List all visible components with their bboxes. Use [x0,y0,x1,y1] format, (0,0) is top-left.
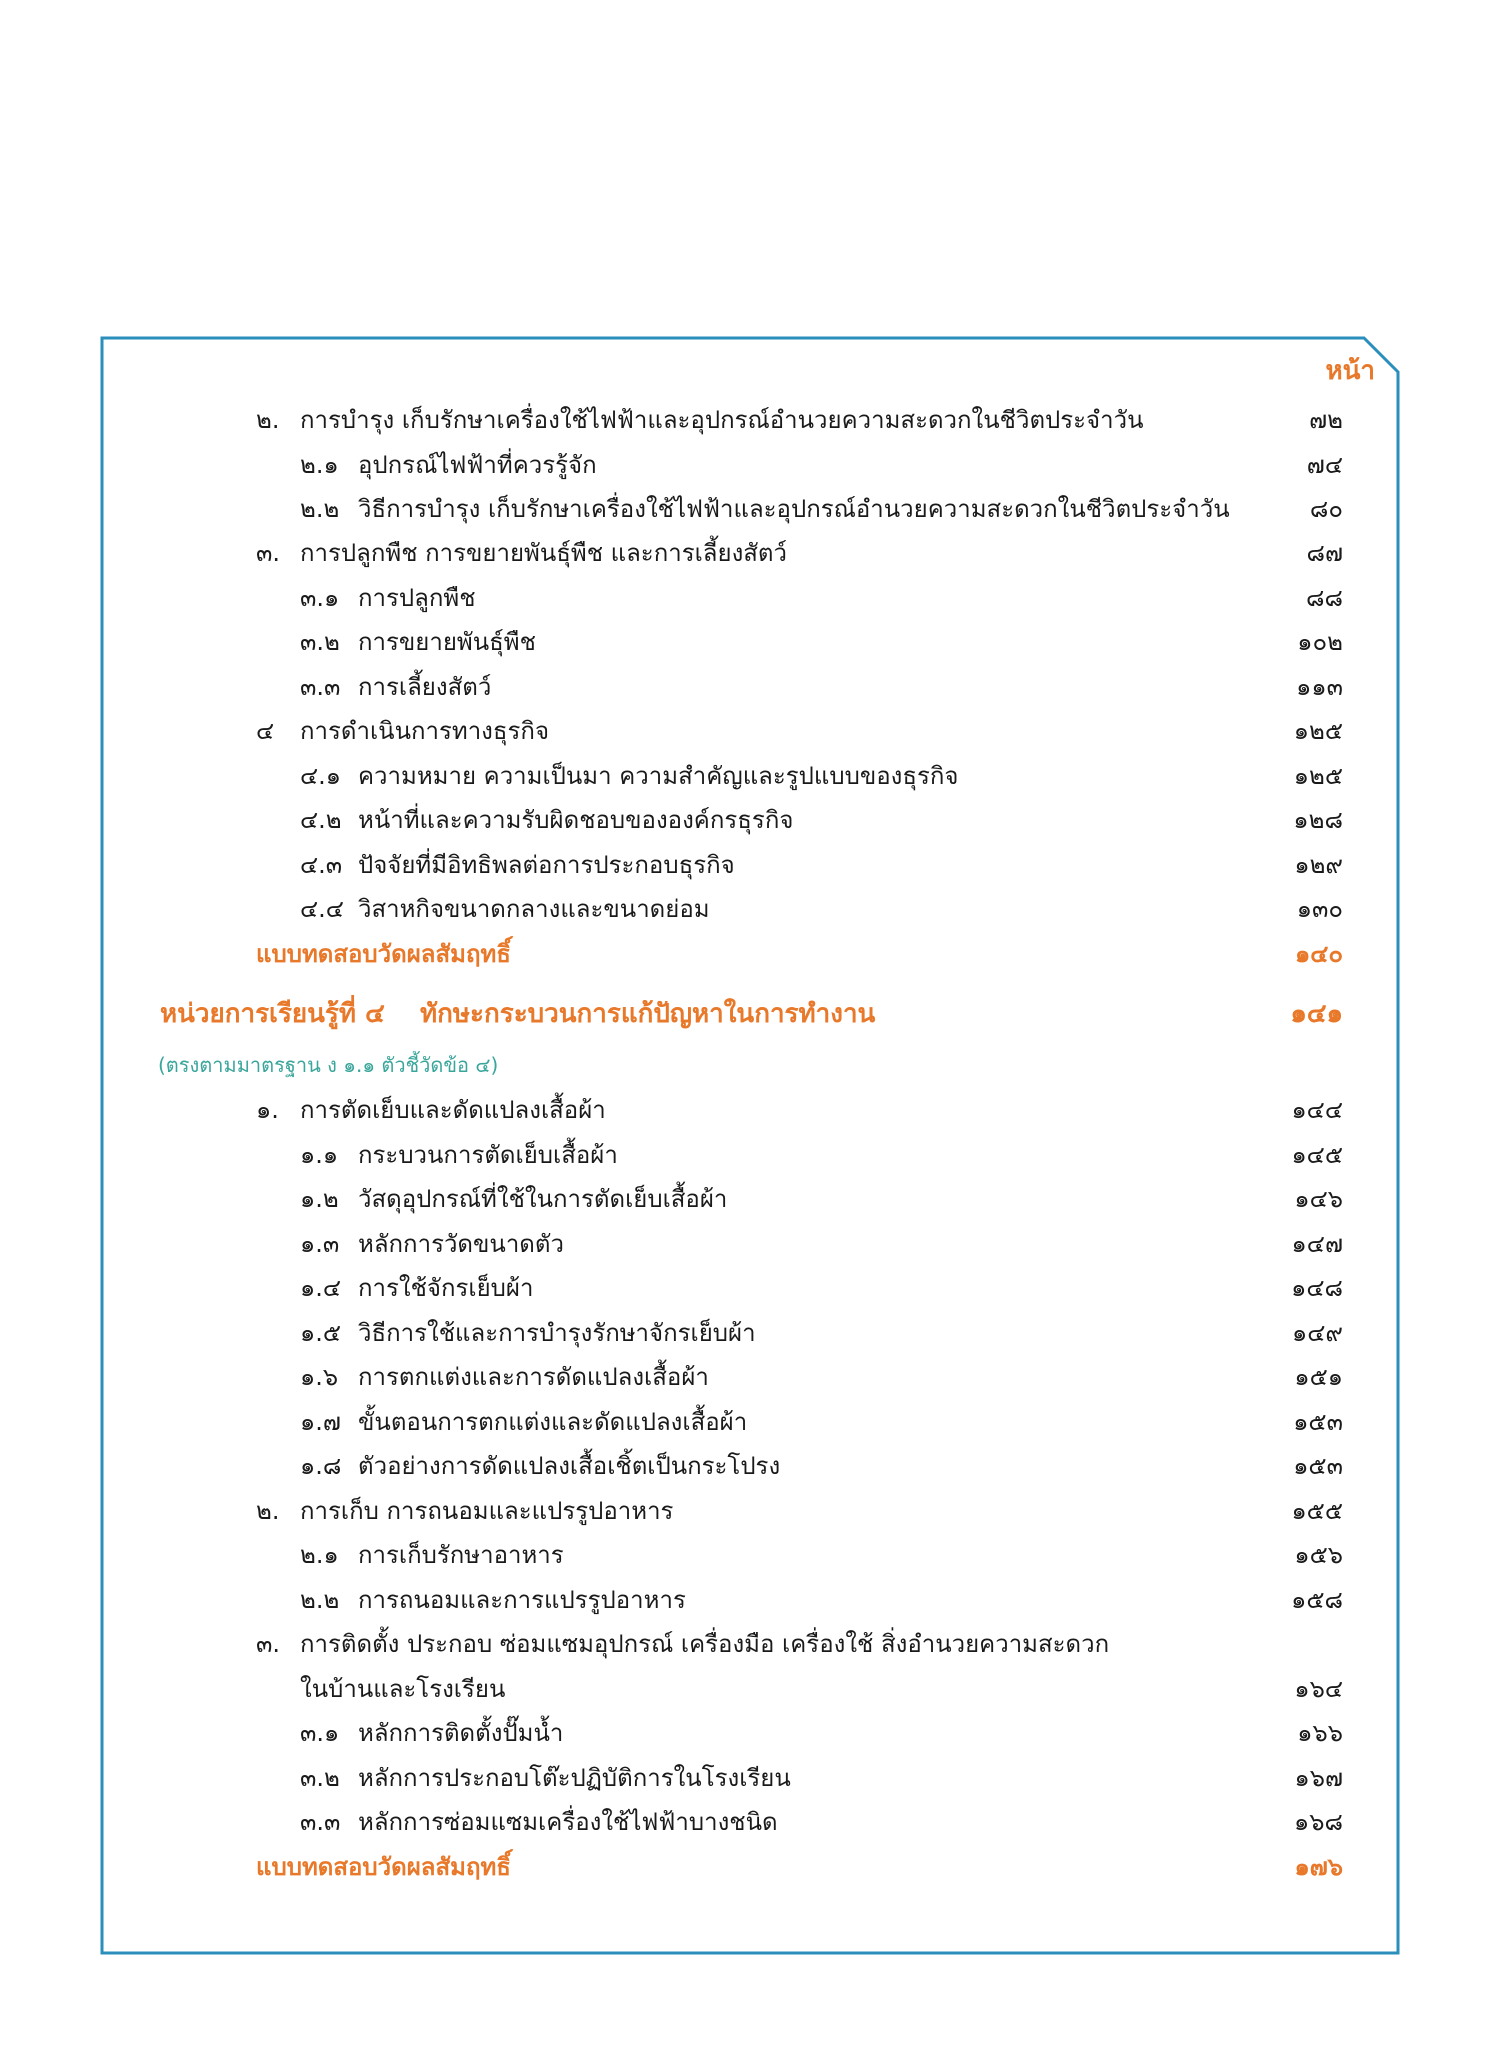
toc-entry [0,443,1496,487]
entry-title: การขยายพันธุ์พืช [358,628,536,656]
entry-title: วิธีการบำรุง เก็บรักษาเครื่องใช้ไฟฟ้าและอุปกรณ์อำนวยความสะดวกในชีวิตประจำวัน [358,495,1230,523]
toc-entry [0,620,1496,664]
entry-title: วิสาหกิจขนาดกลางและขนาดย่อม [358,895,710,923]
entry-number: ๓.๒ [300,1764,340,1792]
toc-entry [0,798,1496,842]
toc-entry [0,843,1496,887]
toc-entry [0,1578,1496,1622]
entry-page: ๑๒๘ [1293,806,1343,834]
entry-title: หลักการประกอบโต๊ะปฏิบัติการในโรงเรียน [358,1764,791,1792]
entry-title: การเก็บรักษาอาหาร [358,1541,564,1569]
entry-title: การบำรุง เก็บรักษาเครื่องใช้ไฟฟ้าและอุปกรณ์อำนวยความสะดวกในชีวิตประจำวัน [300,406,1144,434]
toc-unit-heading [0,992,1496,1036]
entry-number: ๒. [256,406,280,434]
entry-number: ๑.๕ [300,1319,342,1347]
entry-title: การปลูกพืช การขยายพันธุ์พืช และการเลี้ยงสัตว์ [300,539,787,567]
entry-title: การถนอมและการแปรรูปอาหาร [358,1586,686,1614]
unit-title: ทักษะกระบวนการแก้ปัญหาในการทำงาน [420,999,876,1029]
toc-entry [0,1533,1496,1577]
entry-title: การใช้จักรเย็บผ้า [358,1274,534,1302]
toc-entry [0,1489,1496,1533]
entry-page: ๑๔๙ [1292,1319,1343,1347]
toc-entry [0,709,1496,753]
entry-title: หลักการติดตั้งปั๊มน้ำ [358,1719,564,1747]
entry-page: ๗๔ [1306,451,1343,479]
entry-number: ๓. [256,539,281,567]
entry-title: แบบทดสอบวัดผลสัมฤทธิ์ [256,1853,511,1881]
entry-page: ๑๐๒ [1297,628,1343,656]
entry-number: ๑. [256,1096,279,1124]
entry-title: การเลี้ยงสัตว์ [358,673,492,701]
entry-page: ๑๖๖ [1297,1719,1343,1747]
entry-page: ๗๒ [1309,406,1343,434]
toc-entry [0,1444,1496,1488]
entry-number: ๔.๓ [300,851,343,879]
entry-page: ๑๔๖ [1294,1185,1343,1213]
entry-page: ๘๗ [1306,539,1343,567]
entry-number: ๓.๑ [300,1719,340,1747]
entry-number: ๑.๔ [300,1274,342,1302]
entry-number: ๔ [256,717,275,745]
toc-entry [0,1133,1496,1177]
toc-entry [0,1756,1496,1800]
entry-number: ๓.๒ [300,628,340,656]
entry-title: ขั้นตอนการตกแต่งและดัดแปลงเสื้อผ้า [358,1408,748,1436]
toc-entry [0,1266,1496,1310]
entry-number: ๔.๒ [300,806,342,834]
entry-page: ๘๐ [1309,495,1343,523]
toc-entry [0,754,1496,798]
toc-entry [0,1355,1496,1399]
entry-page: ๑๒๕ [1293,762,1343,790]
entry-page: ๑๕๘ [1291,1586,1343,1614]
entry-page: ๑๗๖ [1294,1853,1343,1881]
entry-page: ๑๔๘ [1291,1274,1343,1302]
entry-page: ๑๕๕ [1291,1497,1343,1525]
toc-entry [0,1177,1496,1221]
page-column-heading: หน้า [1325,356,1375,386]
entry-number: ๓. [256,1630,281,1658]
entry-title: วัสดุอุปกรณ์ที่ใช้ในการตัดเย็บเสื้อผ้า [358,1185,728,1213]
entry-title: อุปกรณ์ไฟฟ้าที่ควรรู้จัก [358,451,597,479]
toc-entry-test [0,932,1496,976]
entry-page: ๑๕๖ [1294,1541,1343,1569]
entry-number: ๑.๗ [300,1408,341,1436]
entry-number: ๔.๔ [300,895,344,923]
entry-number: ๑.๓ [300,1230,340,1258]
entry-number: ๑.๘ [300,1452,342,1480]
toc-entry [0,1222,1496,1266]
entry-page: ๑๖๗ [1294,1764,1343,1792]
unit-label: หน่วยการเรียนรู้ที่ ๔ [160,999,385,1029]
entry-title: ตัวอย่างการดัดแปลงเสื้อเชิ้ตเป็นกระโปรง [358,1452,781,1480]
entry-number: ๒.๑ [300,1541,339,1569]
entry-title: กระบวนการตัดเย็บเสื้อผ้า [358,1141,618,1169]
entry-number: ๑.๖ [300,1363,339,1391]
unit-standard-note [0,1043,1496,1087]
entry-page: ๑๑๓ [1296,673,1343,701]
entry-number: ๓.๓ [300,1808,341,1836]
entry-title: หลักการซ่อมแซมเครื่องใช้ไฟฟ้าบางชนิด [358,1808,778,1836]
entry-page: ๑๔๗ [1291,1230,1343,1258]
entry-page: ๑๔๑ [1290,999,1343,1029]
entry-title: ในบ้านและโรงเรียน [300,1675,506,1703]
toc-entry [0,665,1496,709]
entry-number: ๒. [256,1497,280,1525]
entry-title: วิธีการใช้และการบำรุงรักษาจักรเย็บผ้า [358,1319,756,1347]
toc-entry-test [0,1845,1496,1889]
entry-title: การปลูกพืช [358,584,476,612]
entry-page: ๑๓๐ [1296,895,1343,923]
entry-title: การเก็บ การถนอมและแปรรูปอาหาร [300,1497,674,1525]
entry-page: ๑๕๓ [1293,1408,1343,1436]
entry-title: การตัดเย็บและดัดแปลงเสื้อผ้า [300,1096,606,1124]
toc-entry [0,887,1496,931]
entry-number: ๒.๑ [300,451,339,479]
entry-number: ๔.๑ [300,762,342,790]
toc-entry [0,487,1496,531]
toc-entry [0,1800,1496,1844]
toc-entry [0,1400,1496,1444]
entry-page: ๑๕๑ [1294,1363,1343,1391]
entry-number: ๓.๑ [300,584,340,612]
toc-entry [0,1088,1496,1132]
toc-entry [0,1622,1496,1666]
entry-page: ๑๒๕ [1293,717,1343,745]
entry-number: ๓.๓ [300,673,341,701]
entry-page: ๑๔๐ [1294,940,1343,968]
entry-page: ๑๖๔ [1294,1675,1343,1703]
entry-title: ปัจจัยที่มีอิทธิพลต่อการประกอบธุรกิจ [358,851,735,879]
entry-title: การติดตั้ง ประกอบ ซ่อมแซมอุปกรณ์ เครื่องมือ เครื่องใช้ สิ่งอำนวยความสะดวก [300,1630,1110,1658]
entry-page: ๘๘ [1305,584,1343,612]
toc-entry [0,398,1496,442]
toc-entry [0,1711,1496,1755]
entry-number: ๑.๒ [300,1185,339,1213]
entry-title: หลักการวัดขนาดตัว [358,1230,564,1258]
entry-page: ๑๔๕ [1291,1141,1343,1169]
toc-entry-continuation [0,1667,1496,1711]
standard-text: (ตรงตามมาตรฐาน ง ๑.๑ ตัวชี้วัดข้อ ๔) [158,1053,499,1077]
entry-page: ๑๖๘ [1294,1808,1343,1836]
entry-title: แบบทดสอบวัดผลสัมฤทธิ์ [256,940,511,968]
entry-page: ๑๔๔ [1291,1096,1343,1124]
toc-entry [0,531,1496,575]
entry-number: ๒.๒ [300,1586,340,1614]
entry-title: การตกแต่งและการดัดแปลงเสื้อผ้า [358,1363,709,1391]
entry-title: ความหมาย ความเป็นมา ความสำคัญและรูปแบบของธุรกิจ [358,762,959,790]
toc-entry [0,576,1496,620]
entry-title: หน้าที่และความรับผิดชอบขององค์กรธุรกิจ [358,806,794,834]
toc-entry [0,1311,1496,1355]
entry-page: ๑๒๙ [1294,851,1343,879]
entry-page: ๑๕๓ [1293,1452,1343,1480]
entry-title: การดำเนินการทางธุรกิจ [300,717,550,745]
entry-number: ๑.๑ [300,1141,339,1169]
entry-number: ๒.๒ [300,495,340,523]
